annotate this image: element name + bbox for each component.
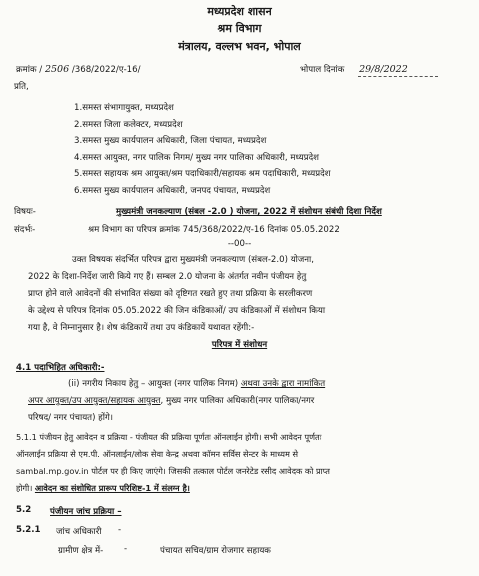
- reference-label: संदर्भः-: [14, 225, 36, 235]
- ref-suffix: /368/2022/ए-16/: [71, 65, 141, 75]
- s41-l1-underlined: अथवा उनके द्वारा नामांकित: [240, 379, 326, 389]
- s41-l1-pre: (ii) नगरीय निकाय हेतु – आयुक्त (नगर पालिक निगम): [68, 379, 239, 389]
- body-line: 2022 के दिशा-निर्देश जारी किये गए हैं। सम्बल 2.0 योजना के अंतर्गत नवीन पंजीयन हेतु: [28, 272, 307, 282]
- s511-l4-underlined: आवेदन का संशोधित प्रारूप परिशिष्ट-1 में संलग्न है।: [34, 483, 190, 493]
- recipient-item: 5.समस्त सहायक श्रम आयुक्त/श्रम पदाधिकारी/सहायक श्रम पदाधिकारी, मध्यप्रदेश: [74, 169, 331, 179]
- section-4-1-line-1: [68, 377, 325, 389]
- section-5-1-1-line-1: 5.1.1 पंजीयन हेतु आवेदन व प्रक्रिया - पंजीयत की प्रक्रिया पूर्णतः ऑनलाईन होगी। सभी आवेदन पूर्णतः: [16, 432, 322, 442]
- s41-l2-underlined: अपर आयुक्त/उप आयुक्त/सहायक आयुक्त: [28, 396, 161, 406]
- recipient-item: 2.समस्त जिला कलेक्टर, मध्यप्रदेश: [74, 120, 183, 130]
- section-5-2-number: 5.2: [16, 505, 32, 515]
- section-5-2-1-dash: -: [118, 525, 122, 535]
- amendment-title: परिपत्र में संशोधन: [211, 340, 268, 350]
- section-5-2-1-number: 5.2.1: [16, 525, 41, 535]
- date-line: [300, 63, 408, 75]
- body-line: उक्त विषयक संदर्भित परिपत्र द्वारा मुख्यमंत्री जनकल्याण (संबल-2.0) योजना,: [72, 255, 315, 265]
- body-line: प्राप्त होने वाले आवेदनों की संभावित संख्या को दृष्टिगत रखते हुए तथा प्रक्रिया के सरलीकरण: [28, 289, 313, 299]
- subject-text: मुख्यमंत्री जनकल्याण (संबल -2.0 ) योजना, 2022 में संशोधन संबंधी दिशा निर्देश: [116, 207, 382, 217]
- section-4-1-line-3: परिषद/ नगर पंचायत) होंगे।: [28, 413, 114, 423]
- separator: --00--: [227, 239, 252, 249]
- section-5-2-1-title: जांच अधिकारी: [56, 527, 102, 537]
- header-govt: मध्यप्रदेश शासन: [207, 5, 272, 18]
- recipient-item: 4.समस्त आयुक्त, नगर पालिक निगम/ मुख्य नगर पालिका अधिकारी, मध्यप्रदेश: [74, 153, 320, 163]
- date-label: भोपाल दिनांक: [300, 65, 345, 75]
- section-4-1-line-2: [28, 394, 314, 406]
- rural-label: ग्रामीण क्षेत्र में-: [58, 546, 104, 556]
- reference-text: श्रम विभाग का परिपत्र क्रमांक 745/368/2022/ए-16 दिनांक 05.05.2022: [88, 225, 340, 235]
- recipient-item: 6.समस्त मुख्य कार्यपालन अधिकारी, जनपद पंचायत, मध्यप्रदेश: [74, 186, 271, 196]
- section-4-1-title: 4.1 पदाभिहित अधिकारी:-: [16, 363, 105, 373]
- header-address: मंत्रालय, वल्लभ भवन, भोपाल: [178, 40, 301, 53]
- subject-label: विषयः-: [14, 207, 36, 217]
- rural-dash: -: [124, 544, 128, 554]
- s41-l2-post: , मुख्य नगर पालिका अधिकारी(नगर पालिका/नगर: [160, 396, 315, 406]
- ref-number-line: [16, 63, 141, 75]
- date-value: 29/8/2022: [359, 64, 408, 75]
- ref-number: 2506: [44, 64, 70, 75]
- to-label: प्रति,: [14, 82, 29, 92]
- ref-prefix: क्रमांक /: [16, 65, 43, 75]
- section-5-1-1-line-3: sambal.mp.gov.in पोर्टल पर ही किए जाएंगे। जिसकी तत्काल पोर्टल जनरेटेड रसीद आवेदक को प्राप्त: [16, 466, 330, 476]
- section-5-1-1-line-4: [16, 483, 190, 494]
- date-underline: [358, 76, 438, 77]
- s511-l4-pre: होगी।: [16, 483, 33, 493]
- rural-value: पंचायत सचिव/ग्राम रोजगार सहायक: [160, 546, 271, 556]
- body-line: के उद्देश्य से परिपत्र दिनांक 05.05.2022 की जिन कंडिकाओं/ उप कंडिकाओं में संशोधन किया: [28, 306, 326, 316]
- recipient-item: 3.समस्त मुख्य कार्यपालन अधिकारी, जिला पंचायत, मध्यप्रदेश: [74, 136, 267, 146]
- header-dept: श्रम विभाग: [217, 22, 262, 35]
- section-5-1-1-line-2: ऑनलाईन प्रक्रिया से एम.पी. ऑनलाईन/लोक सेवा केन्द्र अथवा कॉमन सर्विस सेन्टर के माध्यम से: [16, 449, 299, 459]
- body-line: गया है, वे निम्नानुसार है। शेष कंडिकायें तथा उप कंडिकायें यथावत रहेंगी:-: [28, 323, 255, 333]
- section-5-2-title: पंजीयन जांच प्रक्रिया –: [50, 507, 122, 517]
- recipient-item: 1.समस्त संभागायुक्त, मध्यप्रदेश: [74, 103, 174, 113]
